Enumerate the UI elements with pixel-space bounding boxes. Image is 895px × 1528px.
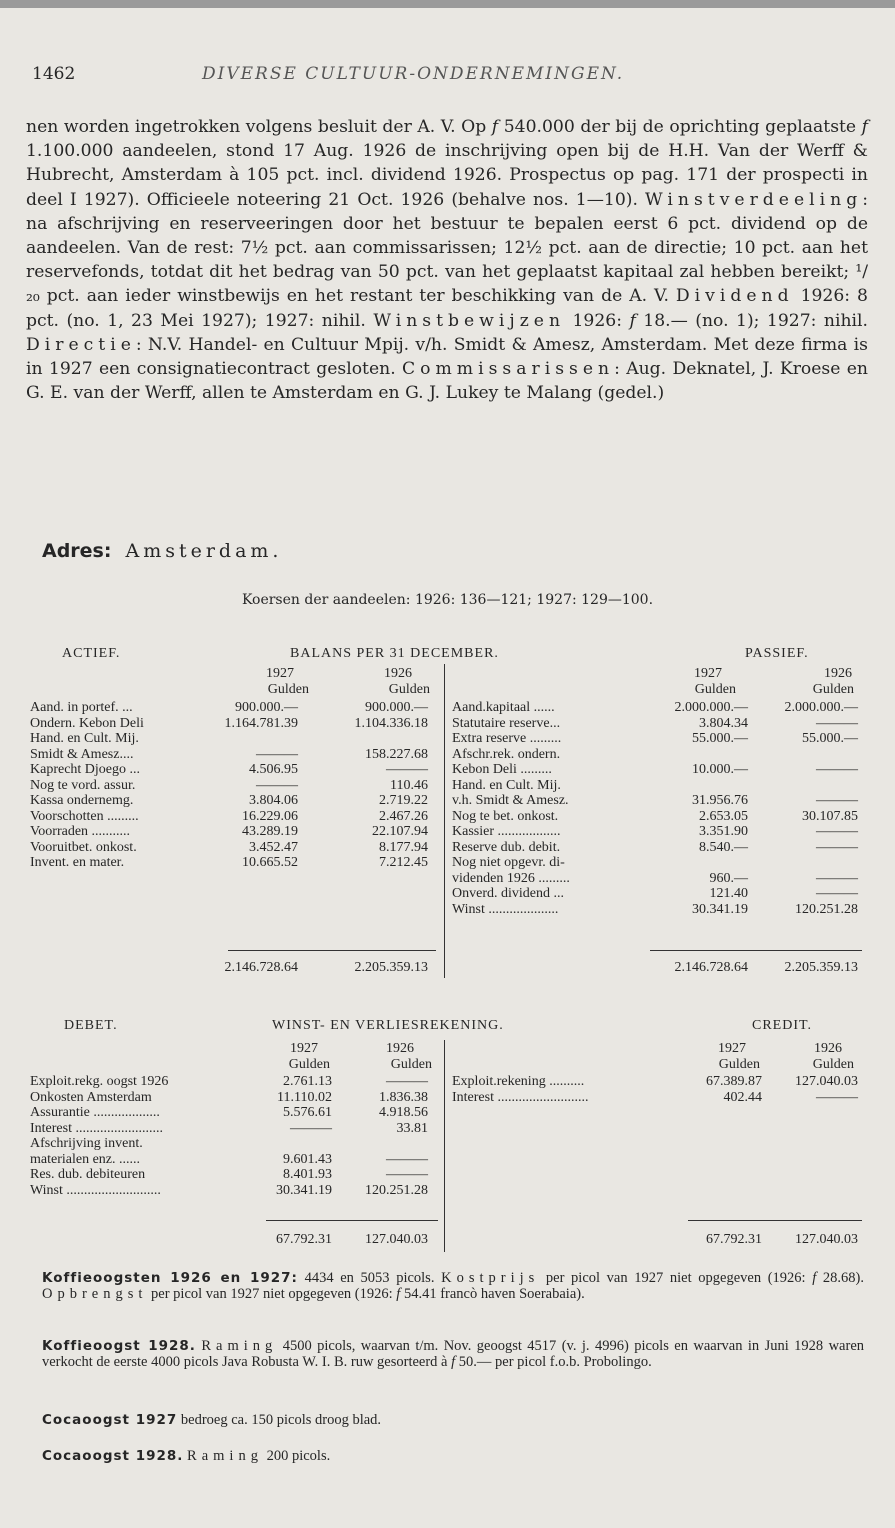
value-1926: 1.104.336.18	[354, 715, 428, 731]
table-row	[30, 731, 448, 747]
value-1927: 2.653.05	[699, 808, 748, 824]
value-1927: 9.601.43	[283, 1151, 332, 1167]
row-label: Exploit.rekening ..........	[452, 1074, 585, 1089]
value-1927: 121.40	[709, 886, 748, 901]
row-label: Extra reserve .........	[452, 731, 562, 746]
table-row	[30, 855, 448, 871]
pl-totals-left	[30, 1232, 448, 1248]
table-row	[452, 716, 862, 732]
value-1926: 120.251.28	[795, 901, 858, 917]
balance-totals-left	[30, 960, 448, 976]
balance-passief-heads	[450, 666, 862, 697]
address-line	[42, 540, 282, 562]
value-1927: 11.110.02	[277, 1089, 332, 1105]
note-title: Cocaoogst 1928.	[42, 1448, 184, 1464]
row-label: Voorraden ...........	[30, 824, 131, 839]
table-row	[452, 700, 862, 716]
table-row	[452, 809, 862, 825]
row-label: Vooruitbet. onkost.	[30, 839, 137, 855]
address-label: Adres:	[42, 540, 112, 562]
year-head: 1927	[718, 1041, 746, 1056]
total-value: 2.146.728.64	[674, 960, 748, 975]
table-row	[30, 716, 448, 732]
florin-symbol: f	[812, 1270, 817, 1286]
total-value: 67.792.31	[706, 1232, 762, 1247]
pl-divider	[444, 1040, 445, 1252]
row-label: Aand. in portef. ...	[30, 700, 133, 715]
row-label: videnden 1926 .........	[452, 870, 570, 886]
note-cocaoogst-1927	[42, 1412, 864, 1428]
table-row	[30, 747, 448, 763]
text-segment: 50.— per picol f.o.b. Probolingo.	[455, 1354, 652, 1370]
unit-head: Gulden	[694, 681, 736, 697]
table-row	[30, 762, 448, 778]
value-1927: 8.401.93	[283, 1167, 332, 1182]
spaced-term: Opbrengst	[42, 1286, 148, 1302]
value-1927: 3.452.47	[249, 839, 298, 855]
balance-title: BALANS PER 31 DECEMBER.	[290, 646, 499, 661]
year-head: 1927	[266, 666, 294, 681]
value-1926: 2.719.22	[379, 793, 428, 808]
balance-actief-heads	[28, 666, 446, 697]
total-value: 127.040.03	[365, 1232, 428, 1247]
note-cocaoogst-1928	[42, 1448, 864, 1464]
pl-right-title: CREDIT.	[752, 1018, 813, 1033]
value-1926: ———	[816, 886, 858, 901]
text-segment: : na afschrijving en reserveeringen door het bestuur te bepalen eerst 6 pct. dividend op de aandeelen. Van de rest: 7½ pct. aan commissarissen; 12½ pct. aan de directie; 10 pct. aan het reservefonds, totdat dit het bedrag van 50 pct. van het geplaatst kapitaal zal hebben bereikt; ¹/₂₀ pct. aan ieder winstbewijs en het restant ter beschikking van de A. V.	[26, 189, 868, 307]
row-label: Aand.kapitaal ......	[452, 700, 555, 715]
value-1927: 900.000.—	[235, 700, 298, 715]
value-1926: 55.000.—	[802, 731, 858, 746]
value-1927: 43.289.19	[242, 824, 298, 839]
value-1927: 31.956.76	[692, 793, 748, 808]
table-row	[452, 824, 862, 840]
row-label: Winst ....................	[452, 901, 559, 917]
text-segment: nen worden ingetrokken volgens besluit der A. V. Op	[26, 117, 492, 137]
value-1927: ———	[256, 746, 298, 762]
note-title: Koffieoogsten 1926 en 1927:	[42, 1270, 298, 1286]
text-segment: per picol van 1927 niet opgegeven (1926:	[147, 1286, 397, 1302]
value-1926: 4.918.56	[379, 1105, 428, 1120]
value-1927: 5.576.61	[283, 1105, 332, 1120]
total-value: 2.146.728.64	[224, 960, 298, 975]
florin-symbol: f	[451, 1354, 456, 1370]
main-paragraph	[26, 115, 868, 405]
balance-totals-right	[452, 960, 862, 976]
value-1926: ———	[816, 1089, 858, 1105]
value-1927: 30.341.19	[692, 901, 748, 917]
value-1927: 8.540.—	[699, 839, 748, 855]
value-1926: 900.000.—	[365, 700, 428, 715]
row-label: Nog te vord. assur.	[30, 777, 136, 793]
text-segment: per picol van 1927 niet opgegeven (1926:	[539, 1270, 813, 1286]
row-label: Onkosten Amsterdam	[30, 1089, 152, 1105]
table-row	[30, 1152, 448, 1168]
row-label: Kassa ondernemg.	[30, 793, 134, 808]
row-label: Interest ..........................	[452, 1089, 589, 1105]
text-segment: 18.— (no. 1); 1927: nihil.	[635, 310, 868, 331]
row-label: Kassier ..................	[452, 824, 561, 839]
balance-divider	[444, 664, 445, 978]
balance-passief-table	[452, 700, 862, 917]
value-1927: 30.341.19	[276, 1182, 332, 1198]
table-row	[452, 840, 862, 856]
row-label: Statutaire reserve...	[452, 715, 561, 731]
value-1926: ———	[386, 762, 428, 777]
total-value: 2.205.359.13	[784, 960, 858, 975]
table-row	[452, 778, 862, 794]
row-label: Kaprecht Djoego ...	[30, 762, 141, 777]
text-segment: : Aug. Deknatel, J. Kroese en G. E. van der Werff, allen te Amsterdam en G. J. Lukey te Malang (gedel.)	[26, 359, 868, 404]
row-label: Interest .........................	[30, 1120, 163, 1136]
note-title: Koffieoogst 1928.	[42, 1338, 196, 1354]
balance-total-rule-right	[650, 950, 862, 951]
pl-debet-heads	[28, 1041, 446, 1072]
text-segment: bedroeg ca. 150 picols droog blad.	[177, 1412, 382, 1428]
spaced-term: Directie	[26, 334, 136, 355]
value-1926: ———	[386, 1074, 428, 1089]
total-value: 127.040.03	[795, 1232, 858, 1247]
value-1926: 2.467.26	[379, 808, 428, 824]
row-label: v.h. Smidt & Amesz.	[452, 793, 569, 808]
unit-head: Gulden	[390, 1056, 432, 1072]
row-label: Assurantie ...................	[30, 1105, 160, 1120]
balance-right-title: PASSIEF.	[745, 646, 809, 661]
running-title: DIVERSE CULTUUR-ONDERNEMINGEN.	[202, 64, 625, 84]
value-1926: 22.107.94	[372, 824, 428, 839]
table-row	[452, 793, 862, 809]
pl-credit-table	[452, 1074, 862, 1105]
pl-credit-heads	[450, 1041, 862, 1072]
value-1927: 1.164.781.39	[224, 715, 298, 731]
pl-title: WINST- EN VERLIESREKENING.	[272, 1018, 504, 1033]
value-1927: 3.351.90	[699, 824, 748, 839]
row-label: Res. dub. debiteuren	[30, 1167, 146, 1182]
value-1926: ———	[816, 715, 858, 731]
balance-total-rule-left	[228, 950, 436, 951]
row-label: Afschr.rek. ondern.	[452, 746, 561, 762]
value-1927: 3.804.34	[699, 715, 748, 731]
value-1927: ———	[256, 777, 298, 793]
text-segment: 4500 picols, waarvan t/m. Nov. geoogst 4517 (v. j. 4996) picols en waarvan in Juni 1928 waren verkocht de eerste 4000 picols Java Robusta W. I. B. ruw gesorteerd à	[42, 1338, 865, 1370]
table-row	[452, 1074, 862, 1090]
balance-actief-table	[30, 700, 448, 871]
row-label: Voorschotten .........	[30, 808, 139, 824]
unit-head: Gulden	[267, 681, 309, 697]
table-row	[30, 824, 448, 840]
value-1927: 10.665.52	[242, 855, 298, 870]
row-label: materialen enz. ......	[30, 1151, 141, 1167]
table-row	[30, 809, 448, 825]
value-1927: 67.389.87	[706, 1074, 762, 1089]
year-head: 1926	[384, 666, 412, 681]
table-row	[452, 1090, 862, 1106]
table-row	[30, 700, 448, 716]
page-number: 1462	[32, 64, 76, 84]
table-row	[30, 1074, 448, 1090]
row-label: Hand. en Cult. Mij.	[30, 731, 139, 746]
row-label: Nog niet opgevr. di-	[452, 855, 565, 870]
value-1926: ———	[816, 762, 858, 777]
value-1926: ———	[386, 1167, 428, 1182]
pl-debet-table	[30, 1074, 448, 1198]
florin-symbol: f	[861, 117, 869, 137]
value-1926: 33.81	[396, 1120, 428, 1136]
text-segment: 1.100.000 aandeelen, stond 17 Aug. 1926 de inschrijving open bij de H.H. Van der Werff & Hubrecht, Amsterdam à 105 pct. incl. dividend 1926. Prospectus op pag. 171 der prospecti in deel I 1927). Officieele noteering 21 Oct. 1926 (behalve nos. 1—10).	[26, 141, 868, 210]
unit-head: Gulden	[718, 1056, 760, 1072]
pl-total-rule-right	[688, 1220, 862, 1221]
row-label: Smidt & Amesz....	[30, 746, 134, 762]
value-1926: 120.251.28	[365, 1182, 428, 1198]
year-head: 1927	[694, 666, 722, 681]
value-1926: 127.040.03	[795, 1074, 858, 1089]
share-prices: Koersen der aandeelen: 1926: 136—121; 1927: 129—100.	[241, 592, 654, 608]
row-label: Onverd. dividend ...	[452, 886, 564, 901]
page-header	[32, 64, 872, 92]
row-label: Exploit.rekg. oogst 1926	[30, 1074, 169, 1089]
value-1927: 16.229.06	[242, 808, 298, 824]
table-row	[30, 1183, 448, 1199]
pl-left-title: DEBET.	[64, 1018, 118, 1033]
value-1927: 2.761.13	[283, 1074, 332, 1089]
text-segment: 28.68).	[816, 1270, 864, 1286]
row-label: Invent. en mater.	[30, 855, 125, 870]
spaced-term: Commissarissen	[402, 359, 615, 380]
total-value: 2.205.359.13	[354, 960, 428, 975]
value-1927: 55.000.—	[692, 731, 748, 746]
value-1926: ———	[816, 824, 858, 839]
value-1927: ———	[290, 1120, 332, 1136]
year-head: 1926	[814, 1041, 842, 1056]
text-segment: 200 picols.	[262, 1448, 331, 1464]
spaced-term: Winstverdeeling	[645, 189, 863, 210]
table-row	[30, 1121, 448, 1137]
pl-total-rule-left	[266, 1220, 438, 1221]
text-segment: : N.V. Handel- en Cultuur Mpij. v/h. Smidt & Amesz, Amsterdam. Met deze firma is in 1927 een consignatiecontract gesloten.	[26, 334, 868, 380]
value-1927: 3.804.06	[249, 793, 298, 808]
row-label: Afschrijving invent.	[30, 1136, 143, 1151]
value-1926: ———	[816, 839, 858, 855]
row-label: Kebon Deli .........	[452, 762, 552, 777]
table-row	[30, 1105, 448, 1121]
address-value: Amsterdam.	[125, 540, 283, 562]
text-segment: 1926:	[565, 310, 630, 331]
value-1926: 110.46	[390, 777, 428, 793]
table-row	[30, 778, 448, 794]
unit-head: Gulden	[288, 1056, 330, 1072]
florin-symbol: f	[629, 310, 636, 331]
florin-symbol: f	[491, 117, 499, 137]
unit-head: Gulden	[812, 1056, 854, 1072]
unit-head: Gulden	[812, 681, 854, 697]
note-title: Cocaoogst 1927	[42, 1412, 178, 1428]
value-1926: 30.107.85	[802, 808, 858, 824]
year-head: 1926	[824, 666, 852, 681]
value-1927: 402.44	[723, 1089, 762, 1105]
row-label: Winst ...........................	[30, 1182, 161, 1198]
note-koffieoogsten	[42, 1270, 864, 1302]
text-segment: 540.000 der bij de oprichting geplaatste	[498, 117, 862, 137]
spaced-term: Dividend	[675, 286, 794, 307]
table-row	[30, 1167, 448, 1183]
year-head: 1927	[290, 1041, 318, 1056]
balance-left-title: ACTIEF.	[62, 646, 121, 661]
row-label: Hand. en Cult. Mij.	[452, 777, 561, 793]
text-segment: 1926: 8 pct. (no. 1, 23 Mei 1927); 1927: nihil.	[26, 286, 868, 331]
value-1926: 7.212.45	[379, 855, 428, 870]
table-row	[452, 731, 862, 747]
value-1926: 2.000.000.—	[784, 700, 858, 715]
florin-symbol: f	[396, 1286, 401, 1302]
table-row	[452, 902, 862, 918]
spaced-term: Raming	[187, 1448, 263, 1464]
value-1926: 1.836.38	[379, 1089, 428, 1105]
year-head: 1926	[386, 1041, 414, 1056]
text-segment: 54.41 francò haven Soerabaia).	[400, 1286, 585, 1302]
value-1927: 2.000.000.—	[674, 700, 748, 715]
value-1927: 960.—	[709, 870, 748, 886]
value-1926: ———	[386, 1151, 428, 1167]
table-row	[452, 871, 862, 887]
spaced-term: Winstbewijzen	[373, 310, 566, 331]
table-row	[452, 855, 862, 871]
value-1927: 10.000.—	[692, 762, 748, 777]
value-1926: 158.227.68	[365, 746, 428, 762]
value-1927: 4.506.95	[249, 762, 298, 777]
table-row	[30, 1136, 448, 1152]
table-row	[30, 840, 448, 856]
text-segment: 4434 en 5053 picols.	[297, 1270, 442, 1286]
value-1926: ———	[816, 870, 858, 886]
row-label: Reserve dub. debit.	[452, 839, 561, 855]
spaced-term: Kostprijs	[441, 1270, 540, 1286]
row-label: Ondern. Kebon Deli	[30, 715, 144, 731]
value-1926: ———	[816, 793, 858, 808]
table-row	[452, 747, 862, 763]
table-row	[452, 886, 862, 902]
table-row	[452, 762, 862, 778]
table-row	[30, 793, 448, 809]
value-1926: 8.177.94	[379, 839, 428, 855]
pl-totals-right	[452, 1232, 862, 1248]
table-row	[30, 1090, 448, 1106]
note-koffieoogst-1928	[42, 1338, 864, 1370]
unit-head: Gulden	[388, 681, 430, 697]
spaced-term: Raming	[201, 1338, 278, 1354]
total-value: 67.792.31	[276, 1232, 332, 1247]
row-label: Nog te bet. onkost.	[452, 808, 559, 824]
